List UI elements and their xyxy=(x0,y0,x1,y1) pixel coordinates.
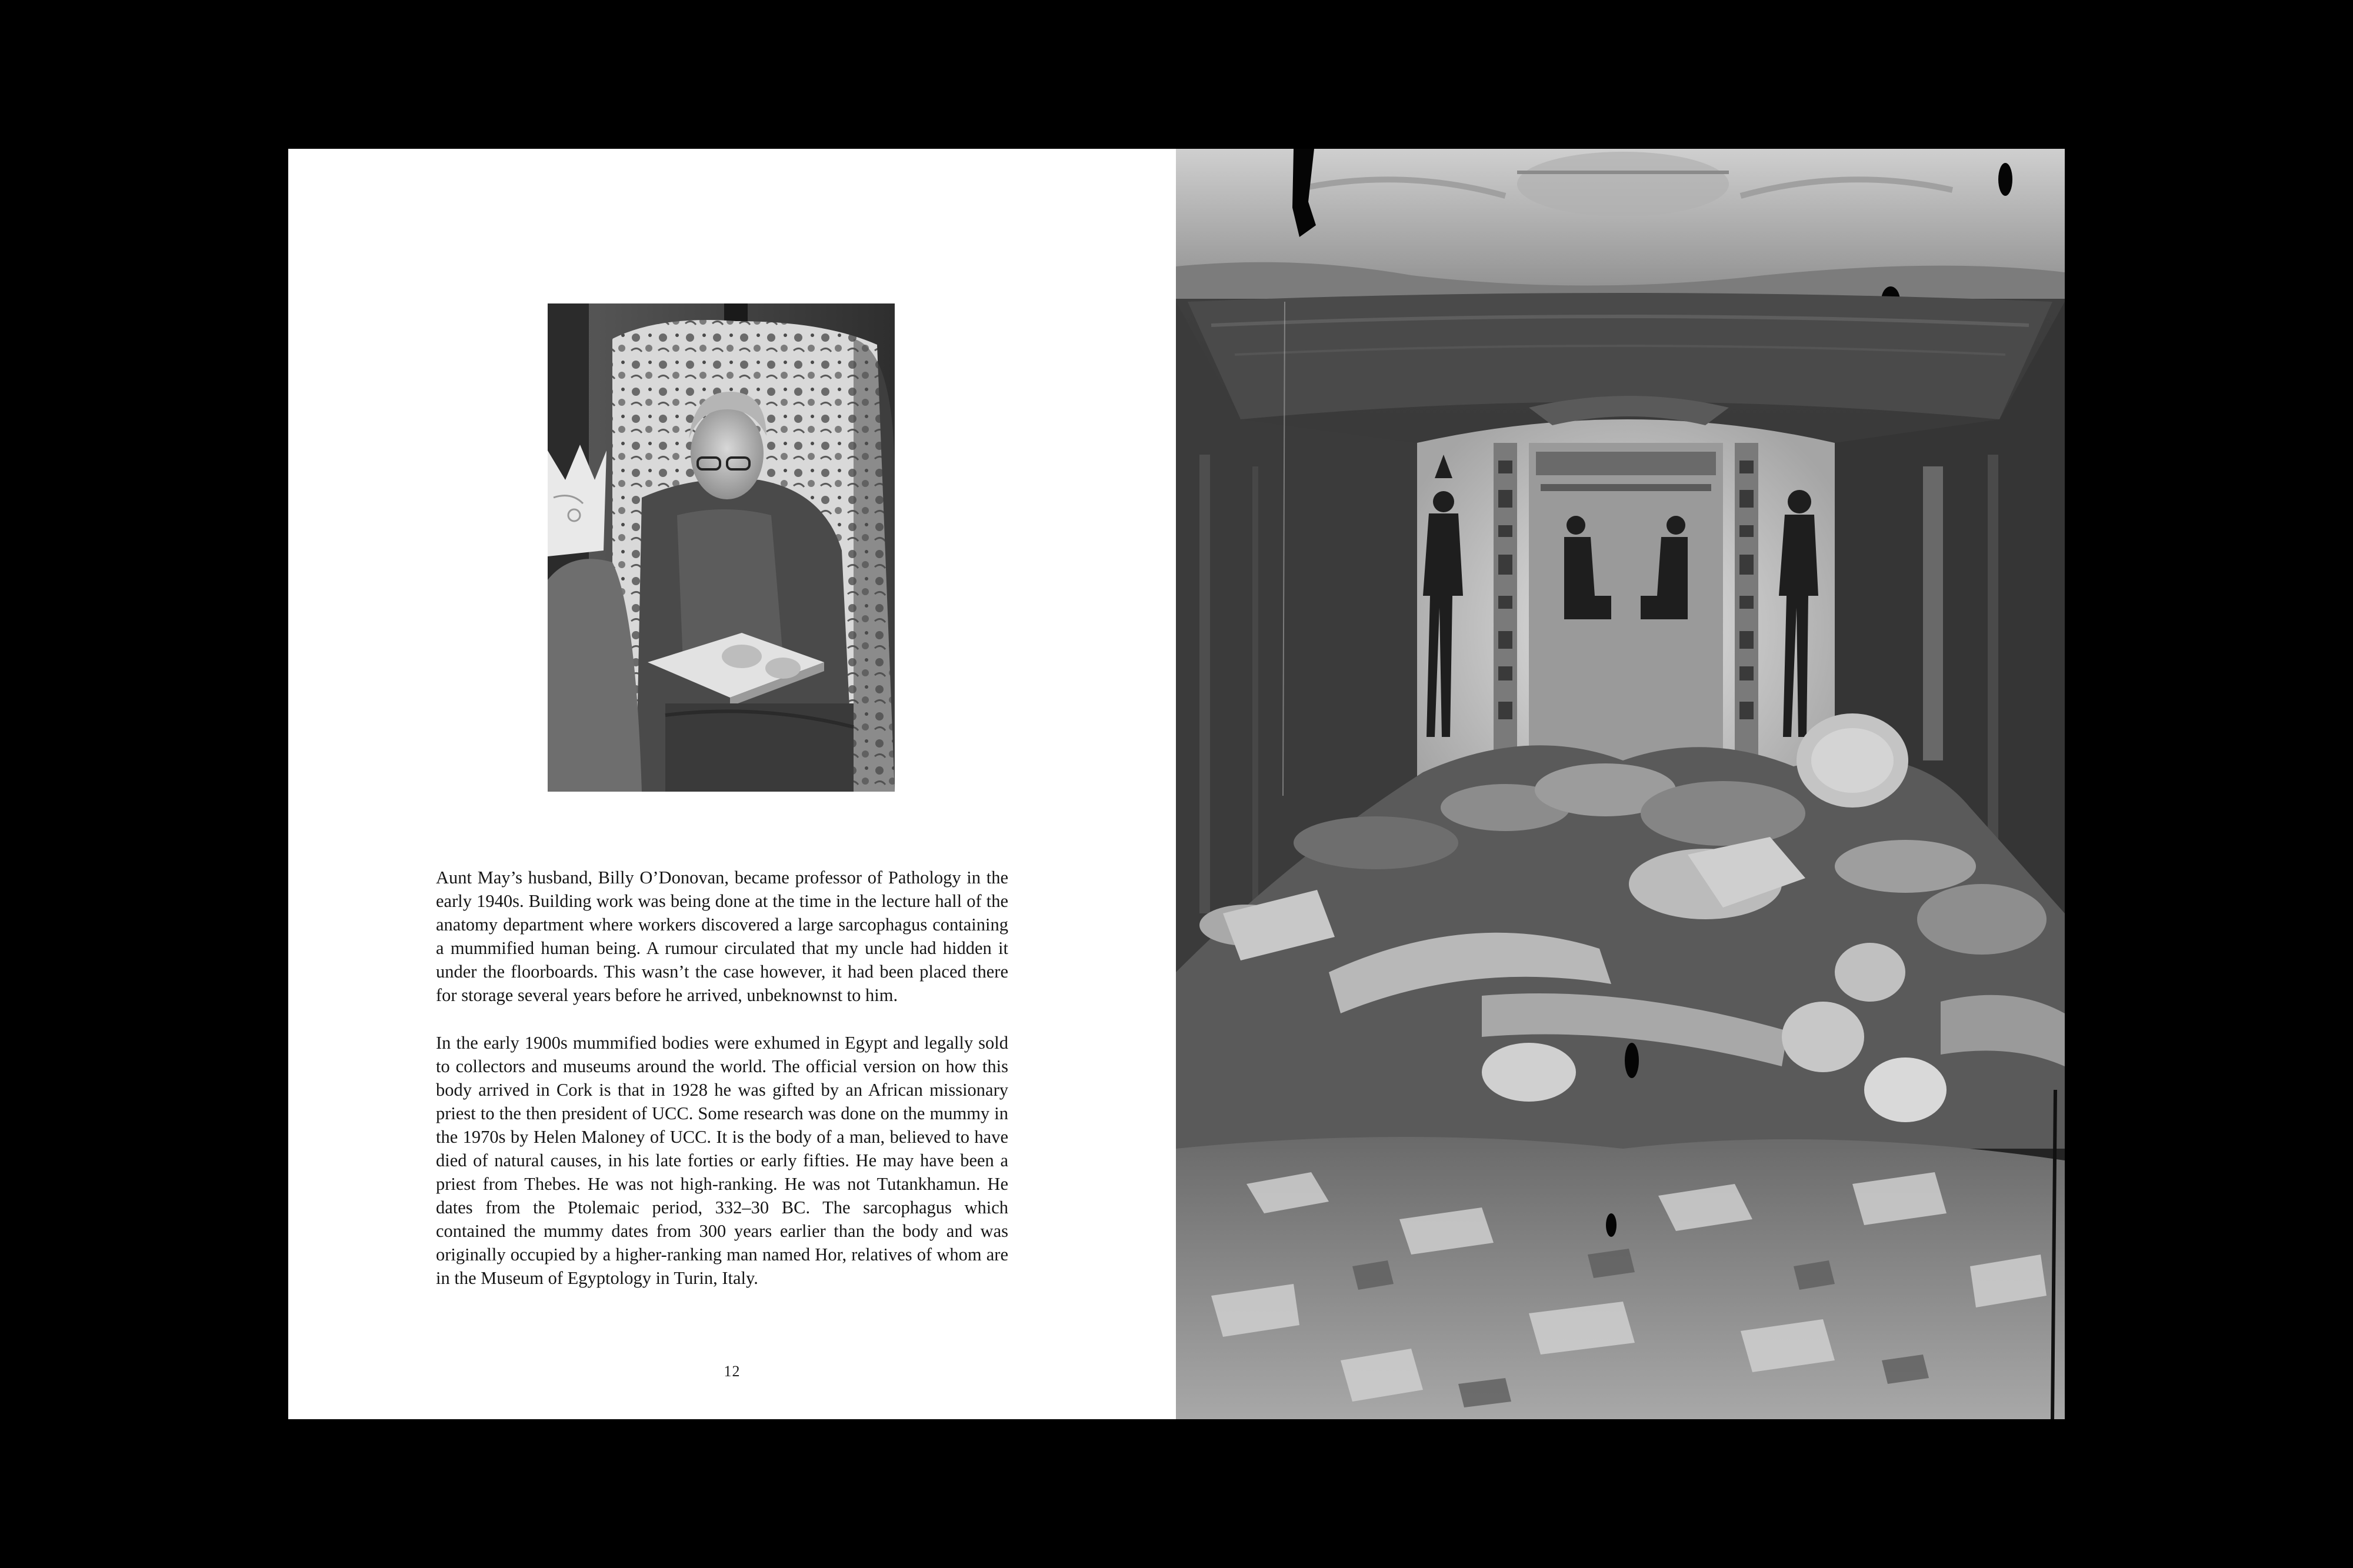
page-number: 12 xyxy=(724,1363,741,1380)
right-page xyxy=(1176,149,2065,1419)
paragraph-1: Aunt May’s husband, Billy O’Donovan, became professor of Pathology in the early 1940s. Building work was being done at the time in the lecture hall of the anatomy department where workers discovered a large sarcophagus containing a mummified human being. A rumour circulated that my uncle had hidden it under the floorboards. This wasn’t the case however, it had been placed there for storage several years before he arrived, unbeknownst to him. xyxy=(436,868,1008,1005)
paragraph-2: In the early 1900s mummified bodies were exhumed in Egypt and legally sold to collectors and museums around the world. The official version on how this body arrived in Cork is that in 1928 he was gifted by an African missionary priest to the then president of UCC. Some research was done on the mummy in the 1970s by Helen Maloney of UCC. It is the body of a man, believed to have died of natural causes, in his late forties or early fifties. He may have been a priest from Thebes. He was not high-ranking. He was not Tutankhamun. He dates from the Ptolemaic period, 332–30 BC. The sarcophagus which contained the mummy dates from 300 years earlier than the body and was originally occupied by a higher-ranking man named Hor, relatives of whom are in the Museum of Egyptology in Turin, Italy. xyxy=(436,1033,1008,1288)
book-spread xyxy=(288,149,2065,1419)
portrait-photo xyxy=(548,303,895,792)
portrait-photo-icon xyxy=(548,303,895,792)
left-page xyxy=(288,149,1176,1419)
body-text xyxy=(436,866,1008,1314)
tomb-photo-icon xyxy=(1176,149,2065,1419)
